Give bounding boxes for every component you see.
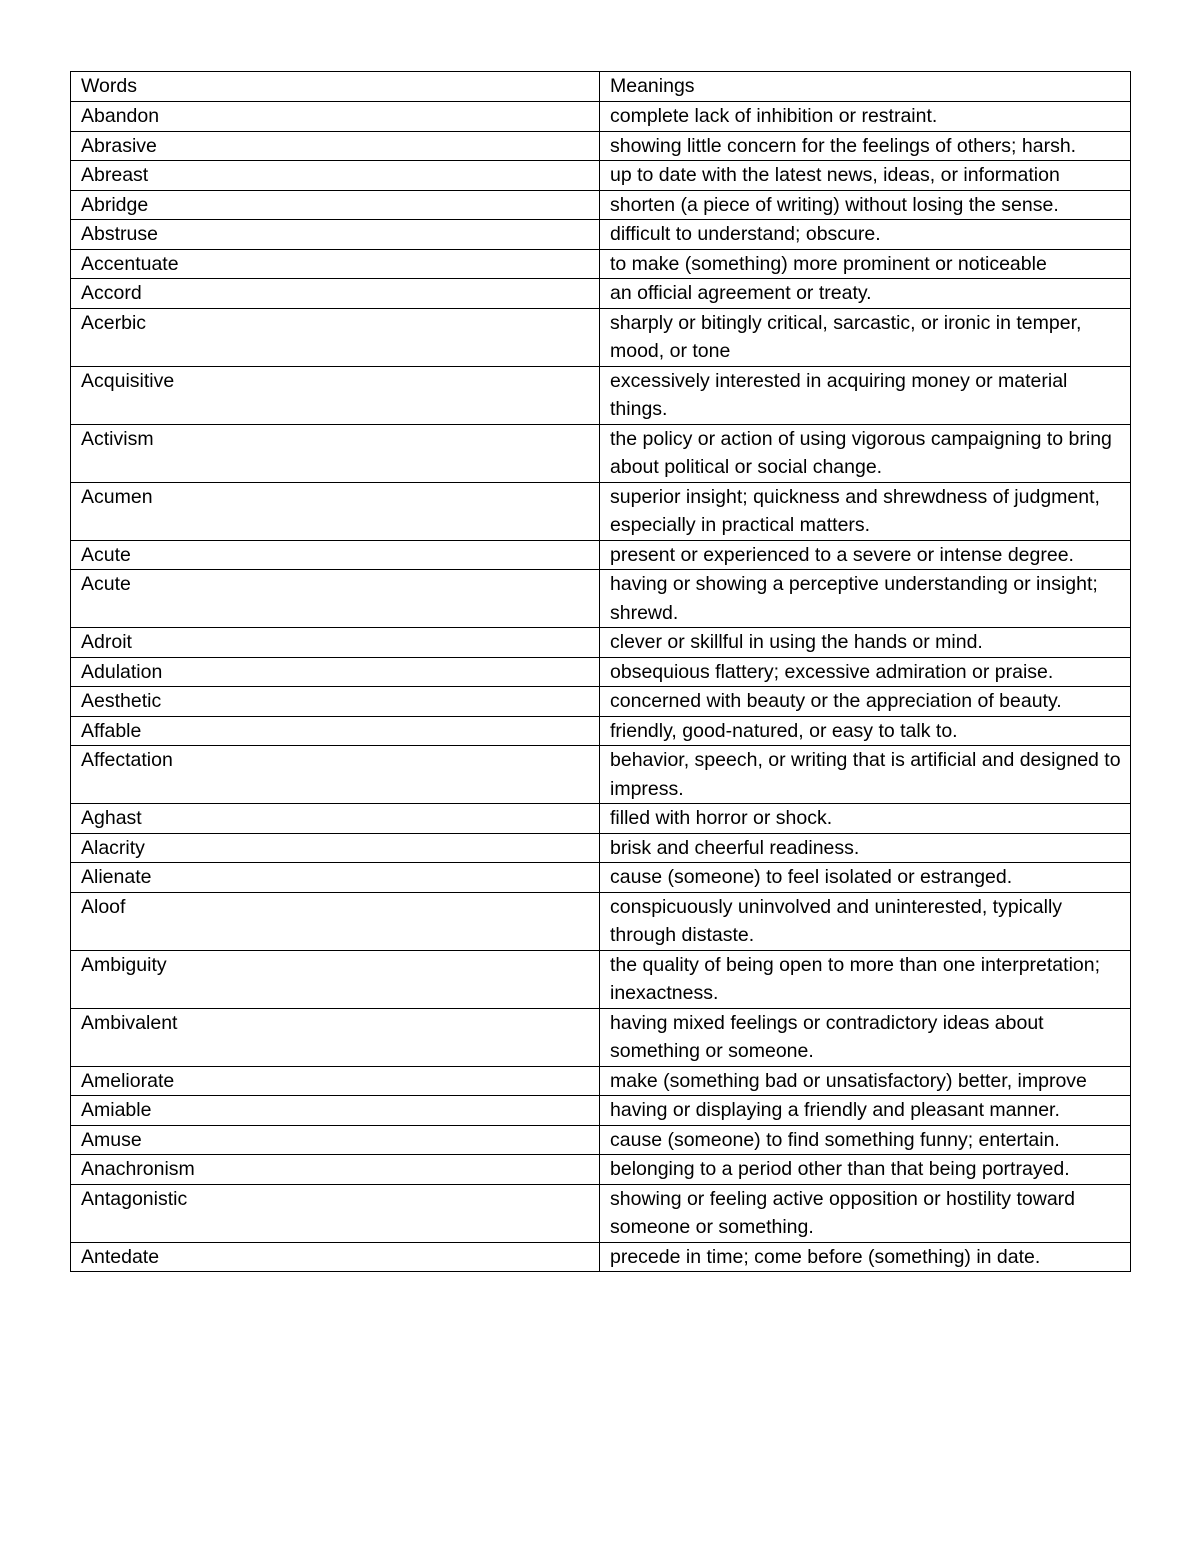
meaning-cell: make (something bad or unsatisfactory) better, improve <box>600 1066 1131 1096</box>
meaning-cell: showing or feeling active opposition or hostility toward someone or something. <box>600 1184 1131 1242</box>
table-row <box>71 950 1131 1008</box>
meaning-cell: clever or skillful in using the hands or mind. <box>600 628 1131 658</box>
word-cell: Abrasive <box>71 131 600 161</box>
table-row <box>71 1125 1131 1155</box>
meaning-cell: an official agreement or treaty. <box>600 279 1131 309</box>
word-cell: Abstruse <box>71 220 600 250</box>
table-row <box>71 161 1131 191</box>
word-cell: Amuse <box>71 1125 600 1155</box>
meaning-cell: cause (someone) to find something funny; entertain. <box>600 1125 1131 1155</box>
meaning-cell: filled with horror or shock. <box>600 804 1131 834</box>
word-cell: Acute <box>71 540 600 570</box>
meaning-cell: brisk and cheerful readiness. <box>600 833 1131 863</box>
word-cell: Accord <box>71 279 600 309</box>
table-row <box>71 131 1131 161</box>
meaning-cell: sharply or bitingly critical, sarcastic, or ironic in temper, mood, or tone <box>600 308 1131 366</box>
word-cell: Abridge <box>71 190 600 220</box>
word-cell: Affable <box>71 716 600 746</box>
table-row <box>71 1066 1131 1096</box>
table-row <box>71 1155 1131 1185</box>
table-row <box>71 628 1131 658</box>
word-cell: Antagonistic <box>71 1184 600 1242</box>
meaning-cell: conspicuously uninvolved and uninterested, typically through distaste. <box>600 892 1131 950</box>
header-words: Words <box>71 72 600 102</box>
meaning-cell: obsequious flattery; excessive admiration or praise. <box>600 657 1131 687</box>
word-cell: Abandon <box>71 102 600 132</box>
table-header <box>71 72 1131 102</box>
meaning-cell: having or showing a perceptive understanding or insight; shrewd. <box>600 570 1131 628</box>
table-row <box>71 482 1131 540</box>
word-cell: Aloof <box>71 892 600 950</box>
table-row <box>71 657 1131 687</box>
table-row <box>71 366 1131 424</box>
word-cell: Aghast <box>71 804 600 834</box>
vocabulary-table <box>70 71 1131 1272</box>
table-row <box>71 424 1131 482</box>
meaning-cell: having or displaying a friendly and pleasant manner. <box>600 1096 1131 1126</box>
table-row <box>71 102 1131 132</box>
word-cell: Activism <box>71 424 600 482</box>
word-cell: Antedate <box>71 1242 600 1272</box>
table-row <box>71 1096 1131 1126</box>
table-row <box>71 687 1131 717</box>
header-meanings: Meanings <box>600 72 1131 102</box>
word-cell: Acute <box>71 570 600 628</box>
word-cell: Amiable <box>71 1096 600 1126</box>
meaning-cell: up to date with the latest news, ideas, or information <box>600 161 1131 191</box>
word-cell: Anachronism <box>71 1155 600 1185</box>
header-row <box>71 72 1131 102</box>
word-cell: Acquisitive <box>71 366 600 424</box>
table-row <box>71 892 1131 950</box>
word-cell: Aesthetic <box>71 687 600 717</box>
meaning-cell: concerned with beauty or the appreciation of beauty. <box>600 687 1131 717</box>
meaning-cell: shorten (a piece of writing) without losing the sense. <box>600 190 1131 220</box>
meaning-cell: behavior, speech, or writing that is artificial and designed to impress. <box>600 746 1131 804</box>
table-row <box>71 833 1131 863</box>
table-row <box>71 746 1131 804</box>
word-cell: Acumen <box>71 482 600 540</box>
meaning-cell: the quality of being open to more than one interpretation; inexactness. <box>600 950 1131 1008</box>
table-row <box>71 279 1131 309</box>
table-row <box>71 1008 1131 1066</box>
table-row <box>71 249 1131 279</box>
word-cell: Alienate <box>71 863 600 893</box>
table-row <box>71 220 1131 250</box>
word-cell: Ambiguity <box>71 950 600 1008</box>
word-cell: Adulation <box>71 657 600 687</box>
meaning-cell: difficult to understand; obscure. <box>600 220 1131 250</box>
table-row <box>71 863 1131 893</box>
table-row <box>71 540 1131 570</box>
table-row <box>71 570 1131 628</box>
meaning-cell: the policy or action of using vigorous campaigning to bring about political or social change. <box>600 424 1131 482</box>
table-row <box>71 804 1131 834</box>
word-cell: Acerbic <box>71 308 600 366</box>
table-body <box>71 102 1131 1272</box>
word-cell: Affectation <box>71 746 600 804</box>
table-row <box>71 190 1131 220</box>
table-row <box>71 308 1131 366</box>
meaning-cell: excessively interested in acquiring money or material things. <box>600 366 1131 424</box>
word-cell: Alacrity <box>71 833 600 863</box>
table-row <box>71 1184 1131 1242</box>
table-row <box>71 1242 1131 1272</box>
meaning-cell: precede in time; come before (something) in date. <box>600 1242 1131 1272</box>
meaning-cell: cause (someone) to feel isolated or estranged. <box>600 863 1131 893</box>
meaning-cell: to make (something) more prominent or noticeable <box>600 249 1131 279</box>
table-row <box>71 716 1131 746</box>
meaning-cell: friendly, good-natured, or easy to talk to. <box>600 716 1131 746</box>
meaning-cell: having mixed feelings or contradictory ideas about something or someone. <box>600 1008 1131 1066</box>
word-cell: Ambivalent <box>71 1008 600 1066</box>
meaning-cell: belonging to a period other than that being portrayed. <box>600 1155 1131 1185</box>
meaning-cell: superior insight; quickness and shrewdness of judgment, especially in practical matters. <box>600 482 1131 540</box>
meaning-cell: complete lack of inhibition or restraint. <box>600 102 1131 132</box>
word-cell: Adroit <box>71 628 600 658</box>
word-cell: Abreast <box>71 161 600 191</box>
word-cell: Accentuate <box>71 249 600 279</box>
meaning-cell: present or experienced to a severe or intense degree. <box>600 540 1131 570</box>
word-cell: Ameliorate <box>71 1066 600 1096</box>
meaning-cell: showing little concern for the feelings of others; harsh. <box>600 131 1131 161</box>
